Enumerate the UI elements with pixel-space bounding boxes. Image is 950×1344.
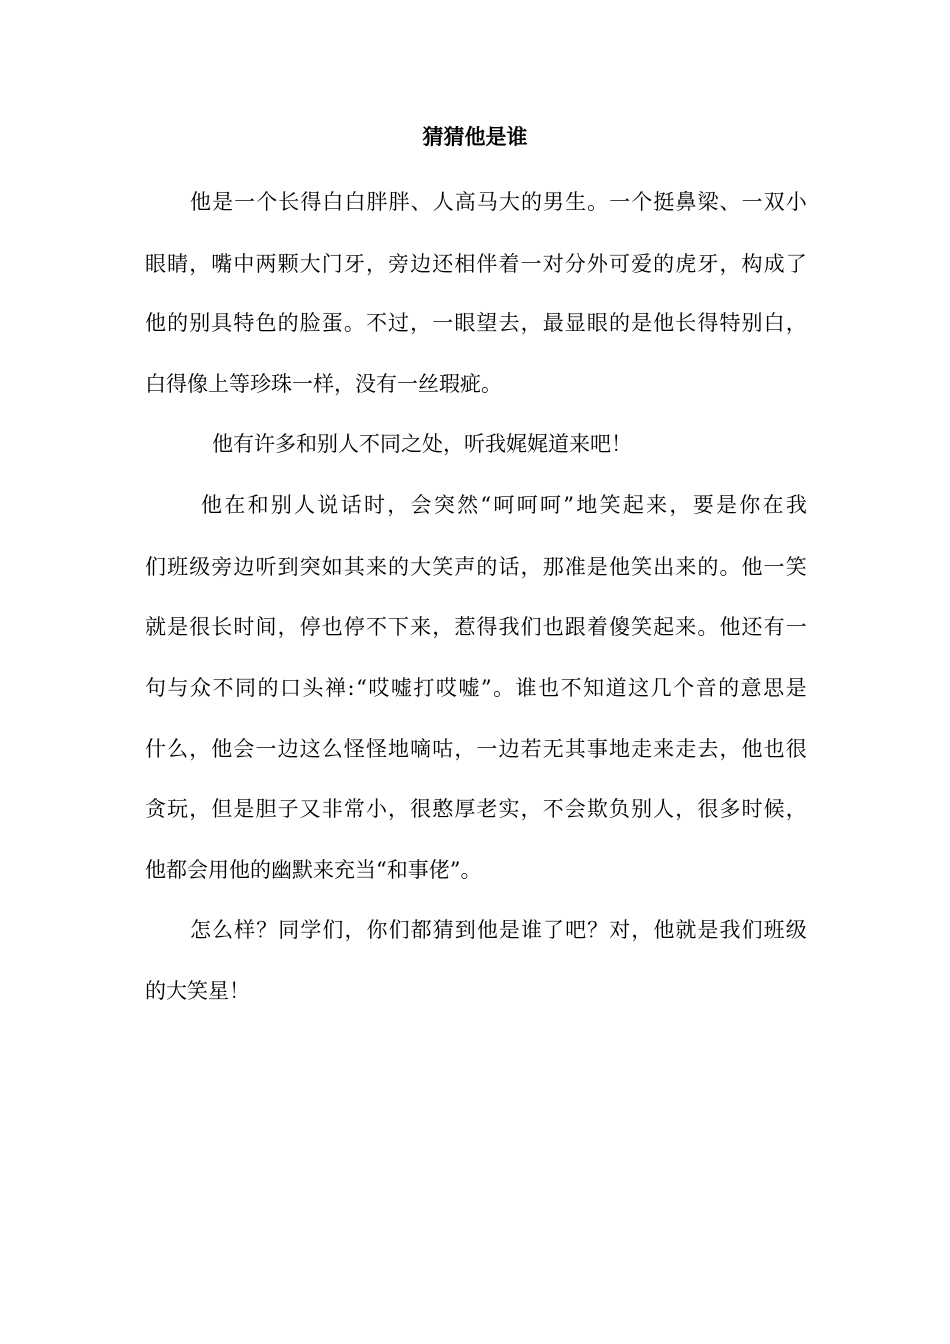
- paragraph-1-line-3: 他 的 别 具 特 色 的 脸 蛋 。 不 过 ， 一 眼 望 去 ， 最 显 眼 的 是 他 长 得 特 别 白 ，: [145, 311, 807, 335]
- paragraph-3-line-6: 贪 玩 ， 但 是 胆 子 又 非 常 小 ， 很 憨 厚 老 实 ， 不 会 欺 负 别 人 ， 很 多 时 候 ，: [145, 797, 807, 821]
- paragraph-3-line-1: 他 在 和 别 人 说 话 时 ， 会 突 然 “ 呵 呵 呵 ” 地 笑 起 来 ， 要 是 你 在 我: [201, 493, 807, 517]
- page-title: 猜猜他是谁: [422, 124, 528, 149]
- paragraph-3-line-4: 句 与 众 不 同 的 口 头 禅 : “ 哎 嘘 打 哎 嘘 ” 。 谁 也 不 知 道 这 几 个 音 的 意 思 是: [145, 676, 807, 700]
- paragraph-1-line-2: 眼 睛 ， 嘴 中 两 颗 大 门 牙 ， 旁 边 还 相 伴 着 一 对 分 外 可 爱 的 虎 牙 ， 构 成 了: [145, 252, 807, 276]
- paragraph-2-line-1: 他有许多和别人不同之处，听我娓娓道来吧！: [212, 432, 632, 456]
- paragraph-3-line-7: 他都会用他的幽默来充当“和事佬”。: [145, 858, 482, 882]
- paragraph-3-line-2: 们 班 级 旁 边 听 到 突 如 其 来 的 大 笑 声 的 话 ， 那 准 是 他 笑 出 来 的 。 他 一 笑: [145, 555, 807, 579]
- paragraph-3-line-3: 就 是 很 长 时 间 ， 停 也 停 不 下 来 ， 惹 得 我 们 也 跟 着 傻 笑 起 来 。 他 还 有 一: [145, 615, 807, 639]
- paragraph-4-line-2: 的大笑星！: [145, 979, 250, 1003]
- paragraph-3-line-5: 什 么 ， 他 会 一 边 这 么 怪 怪 地 嘀 咕 ， 一 边 若 无 其 事 地 走 来 走 去 ， 他 也 很: [145, 737, 807, 761]
- paragraph-1-line-4: 白得像上等珍珠一样，没有一丝瑕疵。: [145, 372, 502, 396]
- paragraph-4-line-1: 怎 么 样 ？ 同 学 们 ， 你 们 都 猜 到 他 是 谁 了 吧 ？ 对 ， 他 就 是 我 们 班 级: [190, 918, 807, 942]
- paragraph-1-line-1: 他 是 一 个 长 得 白 白 胖 胖 、 人 高 马 大 的 男 生 。 一 个 挺 鼻 梁 、 一 双 小: [190, 190, 807, 214]
